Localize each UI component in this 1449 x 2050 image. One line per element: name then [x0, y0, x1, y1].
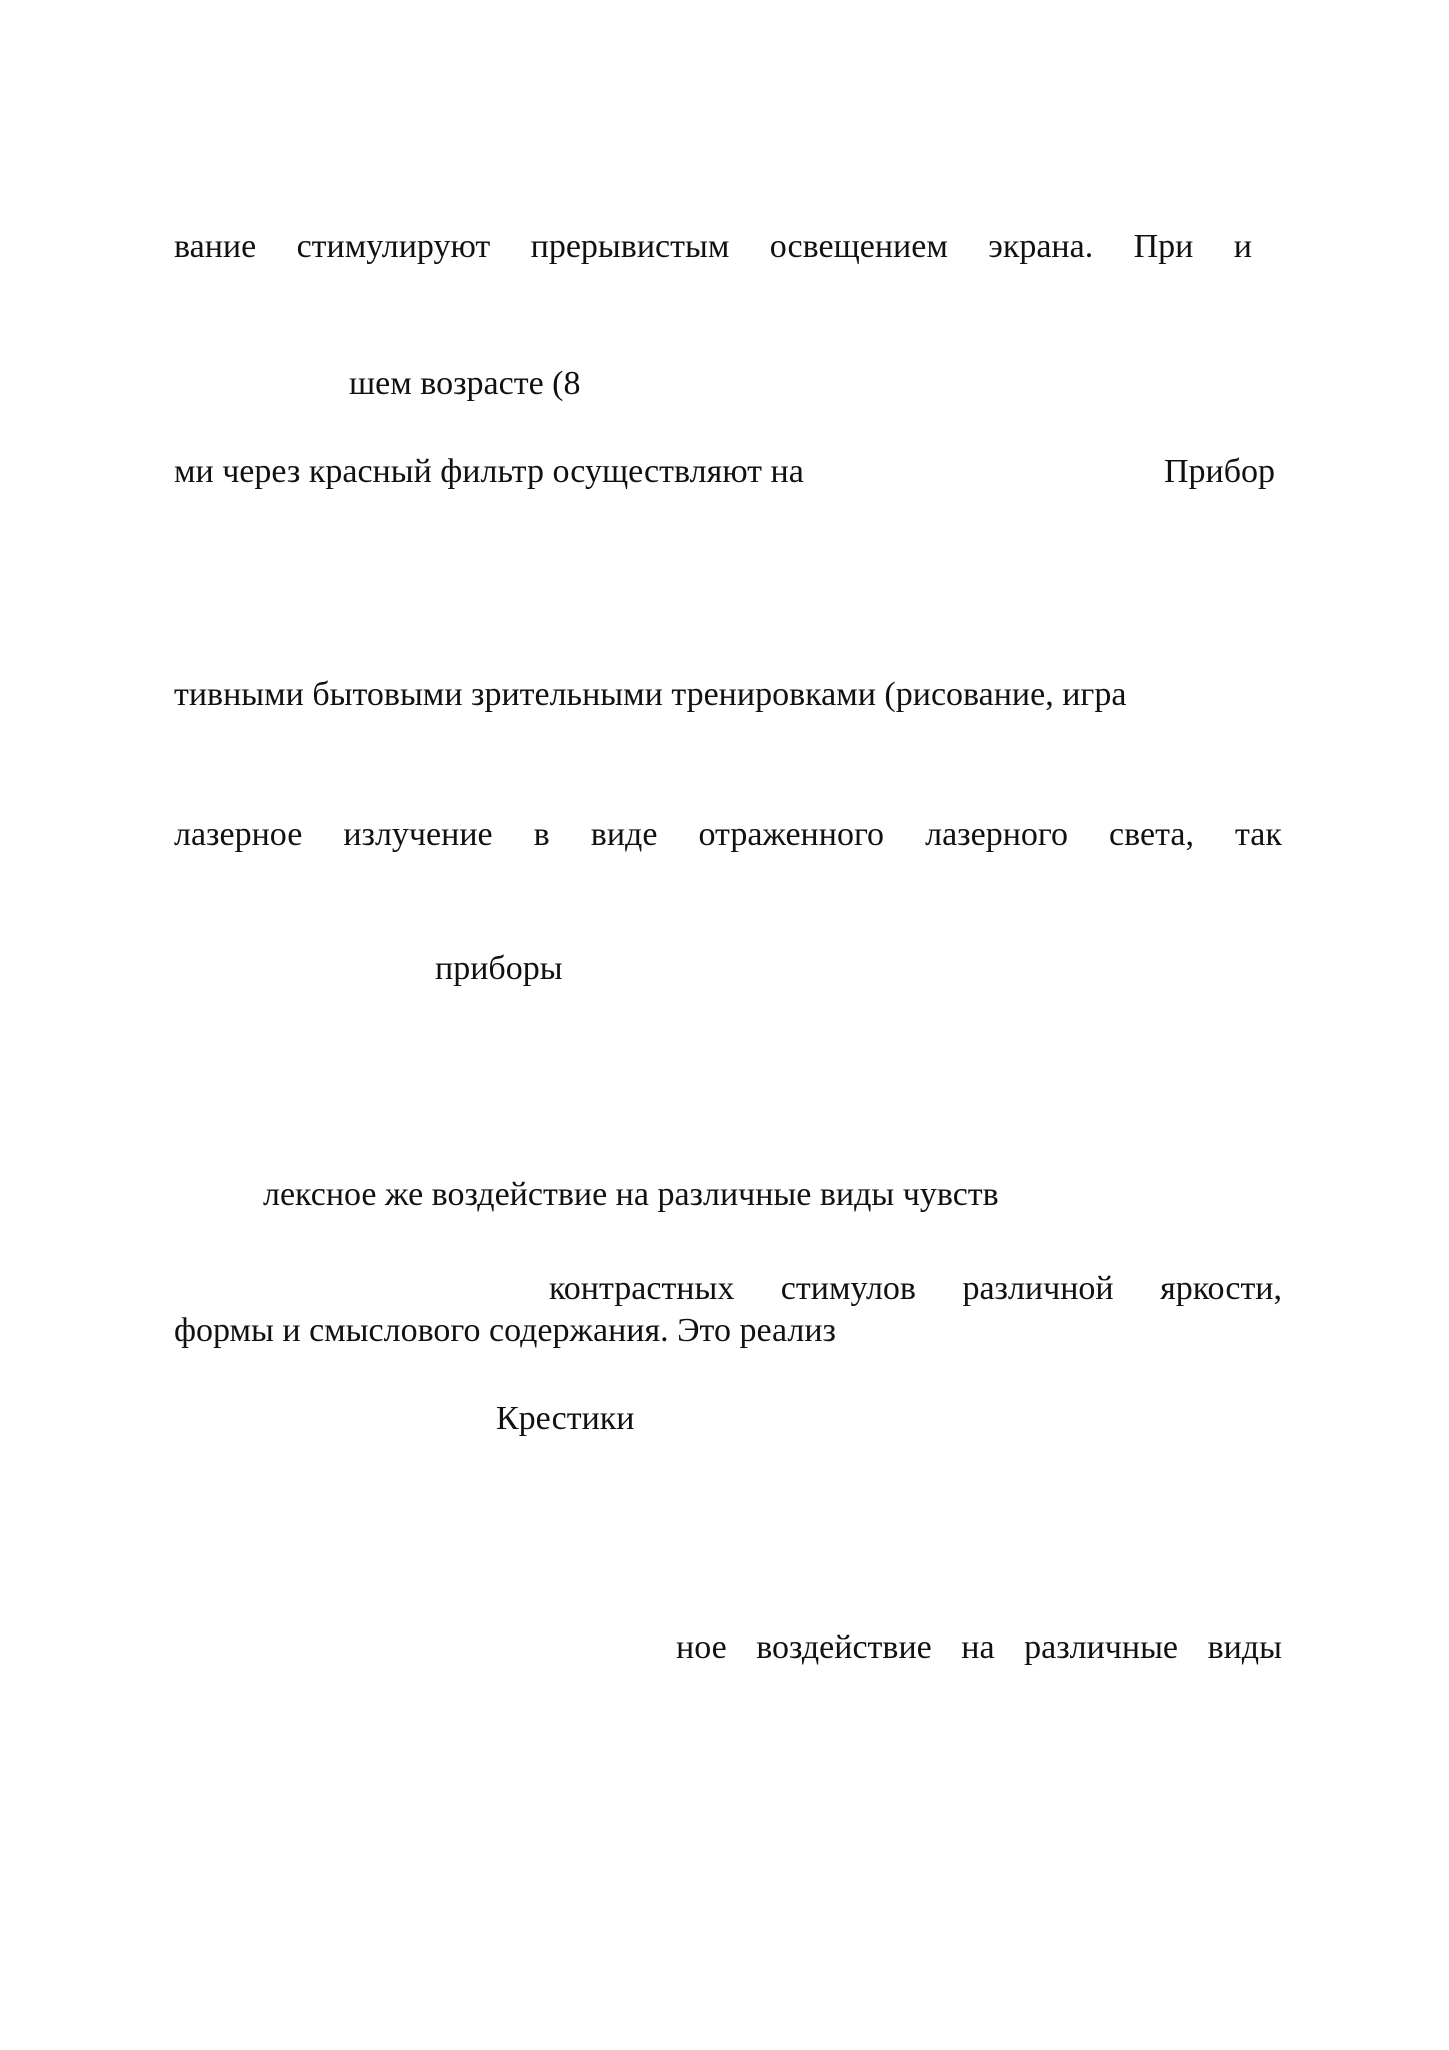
text-line-7: лексное же воздействие на различные виды чувств [263, 1176, 999, 1213]
word: различные [1024, 1629, 1179, 1666]
word: воздействие [756, 1629, 932, 1666]
word: прерывистым [530, 228, 730, 265]
word: различной [962, 1270, 1114, 1307]
word: и [1233, 228, 1252, 265]
word: излучение [343, 816, 493, 853]
word: на [961, 1629, 995, 1666]
word: так [1235, 816, 1282, 853]
text-line-11 [676, 1631, 1282, 1665]
word: ное [676, 1629, 727, 1666]
word: вание [174, 228, 257, 265]
text-line-4: тивными бытовыми зрительными тренировками (рисование, игра [174, 676, 1127, 713]
word: стимулов [780, 1270, 916, 1307]
word: При [1133, 228, 1194, 265]
word: лазерное [174, 816, 303, 853]
word: отраженного [698, 816, 885, 853]
text-line-9: формы и смыслового содержания. Это реализ [174, 1312, 836, 1349]
word: контрастных [549, 1270, 735, 1307]
word: света, [1109, 816, 1194, 853]
text-line-5 [174, 818, 1282, 852]
text-line-1 [174, 230, 1252, 264]
text-line-3-right: Прибор [1164, 453, 1276, 490]
word: стимулируют [296, 228, 491, 265]
text-line-3-left: ми через красный фильтр осуществляют на [174, 453, 804, 490]
word: лазерного [925, 816, 1068, 853]
text-line-6: приборы [435, 950, 563, 987]
word: виды [1207, 1629, 1282, 1666]
word: в [533, 816, 550, 853]
word: освещением [769, 228, 948, 265]
text-line-2: шем возрасте (8 [349, 365, 581, 402]
word: виде [590, 816, 658, 853]
word: экрана. [988, 228, 1094, 265]
word: яркости, [1160, 1270, 1282, 1307]
text-line-10: Крестики [496, 1400, 635, 1437]
text-line-8 [549, 1272, 1282, 1306]
